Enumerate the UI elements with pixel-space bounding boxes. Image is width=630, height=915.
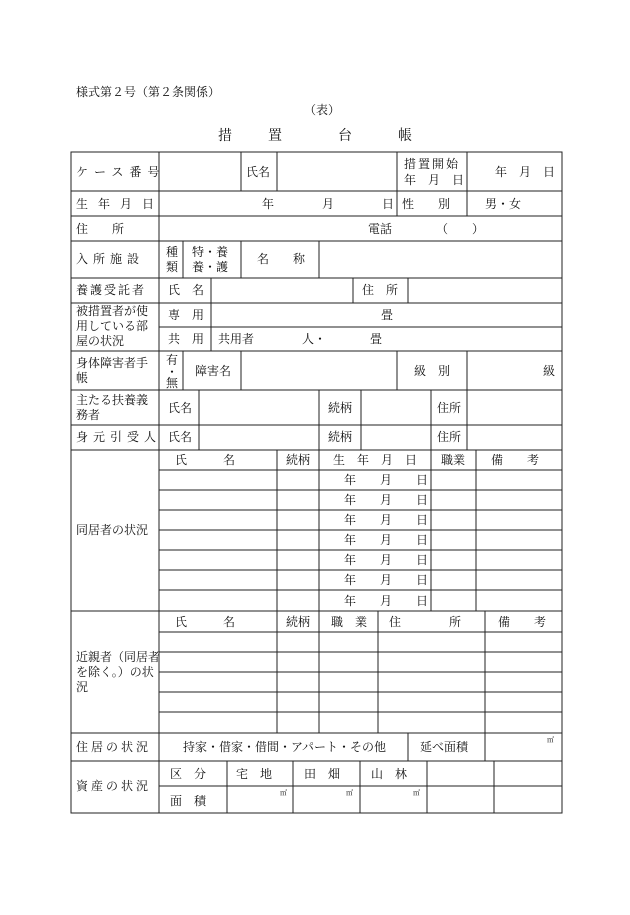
asset-forest-unit: ㎡ [413, 789, 420, 797]
shared-room-unit: 畳 [370, 332, 383, 346]
address-label: 住 所 [76, 222, 125, 236]
tel-label: 電話 [368, 222, 393, 236]
disability-grade-unit: 級 [543, 364, 556, 378]
cohabitant-row-date: 年 月 日 [344, 513, 429, 527]
caregiver-label: 養護受託者 [76, 283, 147, 297]
disability-book-label: 身体障害者手 [76, 356, 149, 370]
caregiver-address-label: 住 所 [362, 283, 399, 297]
relatives-label-3: 況 [76, 680, 89, 694]
case-number-label: ケース番号 [76, 165, 166, 179]
name-label: 氏名 [246, 165, 271, 179]
shared-room-label: 共 用 [168, 332, 205, 346]
cohabitant-row-date: 年 月 日 [344, 473, 429, 487]
facility-type-option: 特・養 [192, 245, 229, 259]
relative-col-name: 氏 名 [175, 615, 236, 629]
birth-day: 日 [382, 197, 395, 211]
guarantor-address-label: 住所 [437, 430, 462, 444]
floor-area-unit: ㎡ [547, 736, 554, 744]
facility-name-label: 名 称 [257, 252, 306, 266]
disability-book-label-2: 帳 [76, 371, 89, 385]
tel-area-code: （ ） [436, 222, 485, 236]
private-room-unit: 畳 [381, 308, 394, 322]
guarantor-name-label: 氏名 [168, 430, 193, 444]
title-char: 置 [268, 128, 282, 144]
cohabitants-label: 同居者の状況 [76, 523, 149, 537]
title-char: 台 [338, 128, 352, 144]
shared-user-label: 共用者 [218, 332, 255, 346]
supporter-address-label: 住所 [437, 401, 462, 415]
disability-none: 無 [166, 376, 179, 390]
guarantor-label: 身元引受人 [76, 430, 162, 444]
room-label: 被措置者が使 [76, 304, 149, 318]
asset-residential-label: 宅 地 [236, 767, 273, 781]
private-room-label: 専 用 [168, 308, 205, 322]
relative-col-note: 備 考 [498, 615, 547, 629]
facility-kind-2: 類 [166, 260, 179, 274]
cohabitant-col-note: 備 考 [491, 453, 540, 467]
relative-col-relation: 続柄 [286, 615, 311, 629]
start-date-label-2: 年 月 日 [404, 173, 465, 187]
cohabitant-row-date: 年 月 日 [344, 573, 429, 587]
birth-month: 月 [322, 197, 335, 211]
guarantor-relation-label: 続柄 [328, 430, 353, 444]
room-label-3: 屋の状況 [76, 334, 125, 348]
asset-field-label: 田 畑 [304, 767, 341, 781]
asset-area-label: 面 積 [170, 794, 207, 808]
room-label-2: 用している部 [76, 319, 149, 333]
facility-label: 入所施設 [76, 252, 145, 266]
cohabitant-row-date: 年 月 日 [344, 493, 429, 507]
cohabitant-col-relation: 続柄 [286, 453, 311, 467]
supporter-label-2: 務者 [76, 408, 101, 422]
supporter-relation-label: 続柄 [328, 401, 353, 415]
form-number: 様式第２号（第２条関係） [76, 85, 221, 99]
asset-division-label: 区 分 [170, 767, 207, 781]
cohabitant-col-birth: 生 年 月 日 [333, 453, 418, 467]
assets-label: 資産の状況 [76, 779, 152, 793]
title-char: 措 [218, 128, 232, 144]
disability-name-label: 障害名 [195, 364, 232, 378]
cohabitant-col-job: 職業 [441, 453, 466, 467]
cohabitant-row-date: 年 月 日 [344, 533, 429, 547]
housing-options: 持家・借家・借間・アパート・その他 [183, 740, 387, 754]
disability-dot: ・ [166, 365, 179, 379]
start-date-value: 年 月 日 [495, 165, 556, 179]
sex-value: 男・女 [485, 197, 522, 211]
supporter-label: 主たる扶養義 [76, 393, 149, 407]
relative-col-job: 職 業 [331, 615, 368, 629]
disability-grade-label: 級 別 [414, 364, 451, 378]
relative-col-address: 住 所 [389, 615, 462, 629]
caregiver-name-label: 氏 名 [168, 283, 205, 297]
shared-persons-unit: 人・ [302, 332, 327, 346]
relatives-label-2: を除く。）の状 [76, 665, 154, 679]
asset-residential-unit: ㎡ [280, 789, 287, 797]
asset-forest-label: 山 林 [371, 767, 408, 781]
title-char: 帳 [398, 128, 412, 144]
birth-year: 年 [262, 197, 275, 211]
floor-area-label: 延べ面積 [420, 740, 469, 754]
relatives-label: 近親者（同居者 [76, 650, 161, 664]
asset-field-unit: ㎡ [346, 789, 353, 797]
housing-label: 住居の状況 [76, 740, 152, 754]
table-border [71, 152, 562, 813]
facility-kind: 種 [166, 245, 179, 259]
cohabitant-row-date: 年 月 日 [344, 594, 429, 608]
supporter-name-label: 氏名 [168, 401, 193, 415]
birth-date-label: 生年月日 [76, 197, 165, 211]
disability-has: 有 [166, 353, 179, 367]
cohabitant-col-name: 氏 名 [175, 453, 236, 467]
start-date-label: 措置開始 [404, 157, 461, 171]
side-label: （表） [304, 103, 341, 117]
facility-type-option-2: 養・護 [192, 260, 229, 274]
cohabitant-row-date: 年 月 日 [344, 553, 429, 567]
sex-label: 性 別 [402, 197, 451, 211]
